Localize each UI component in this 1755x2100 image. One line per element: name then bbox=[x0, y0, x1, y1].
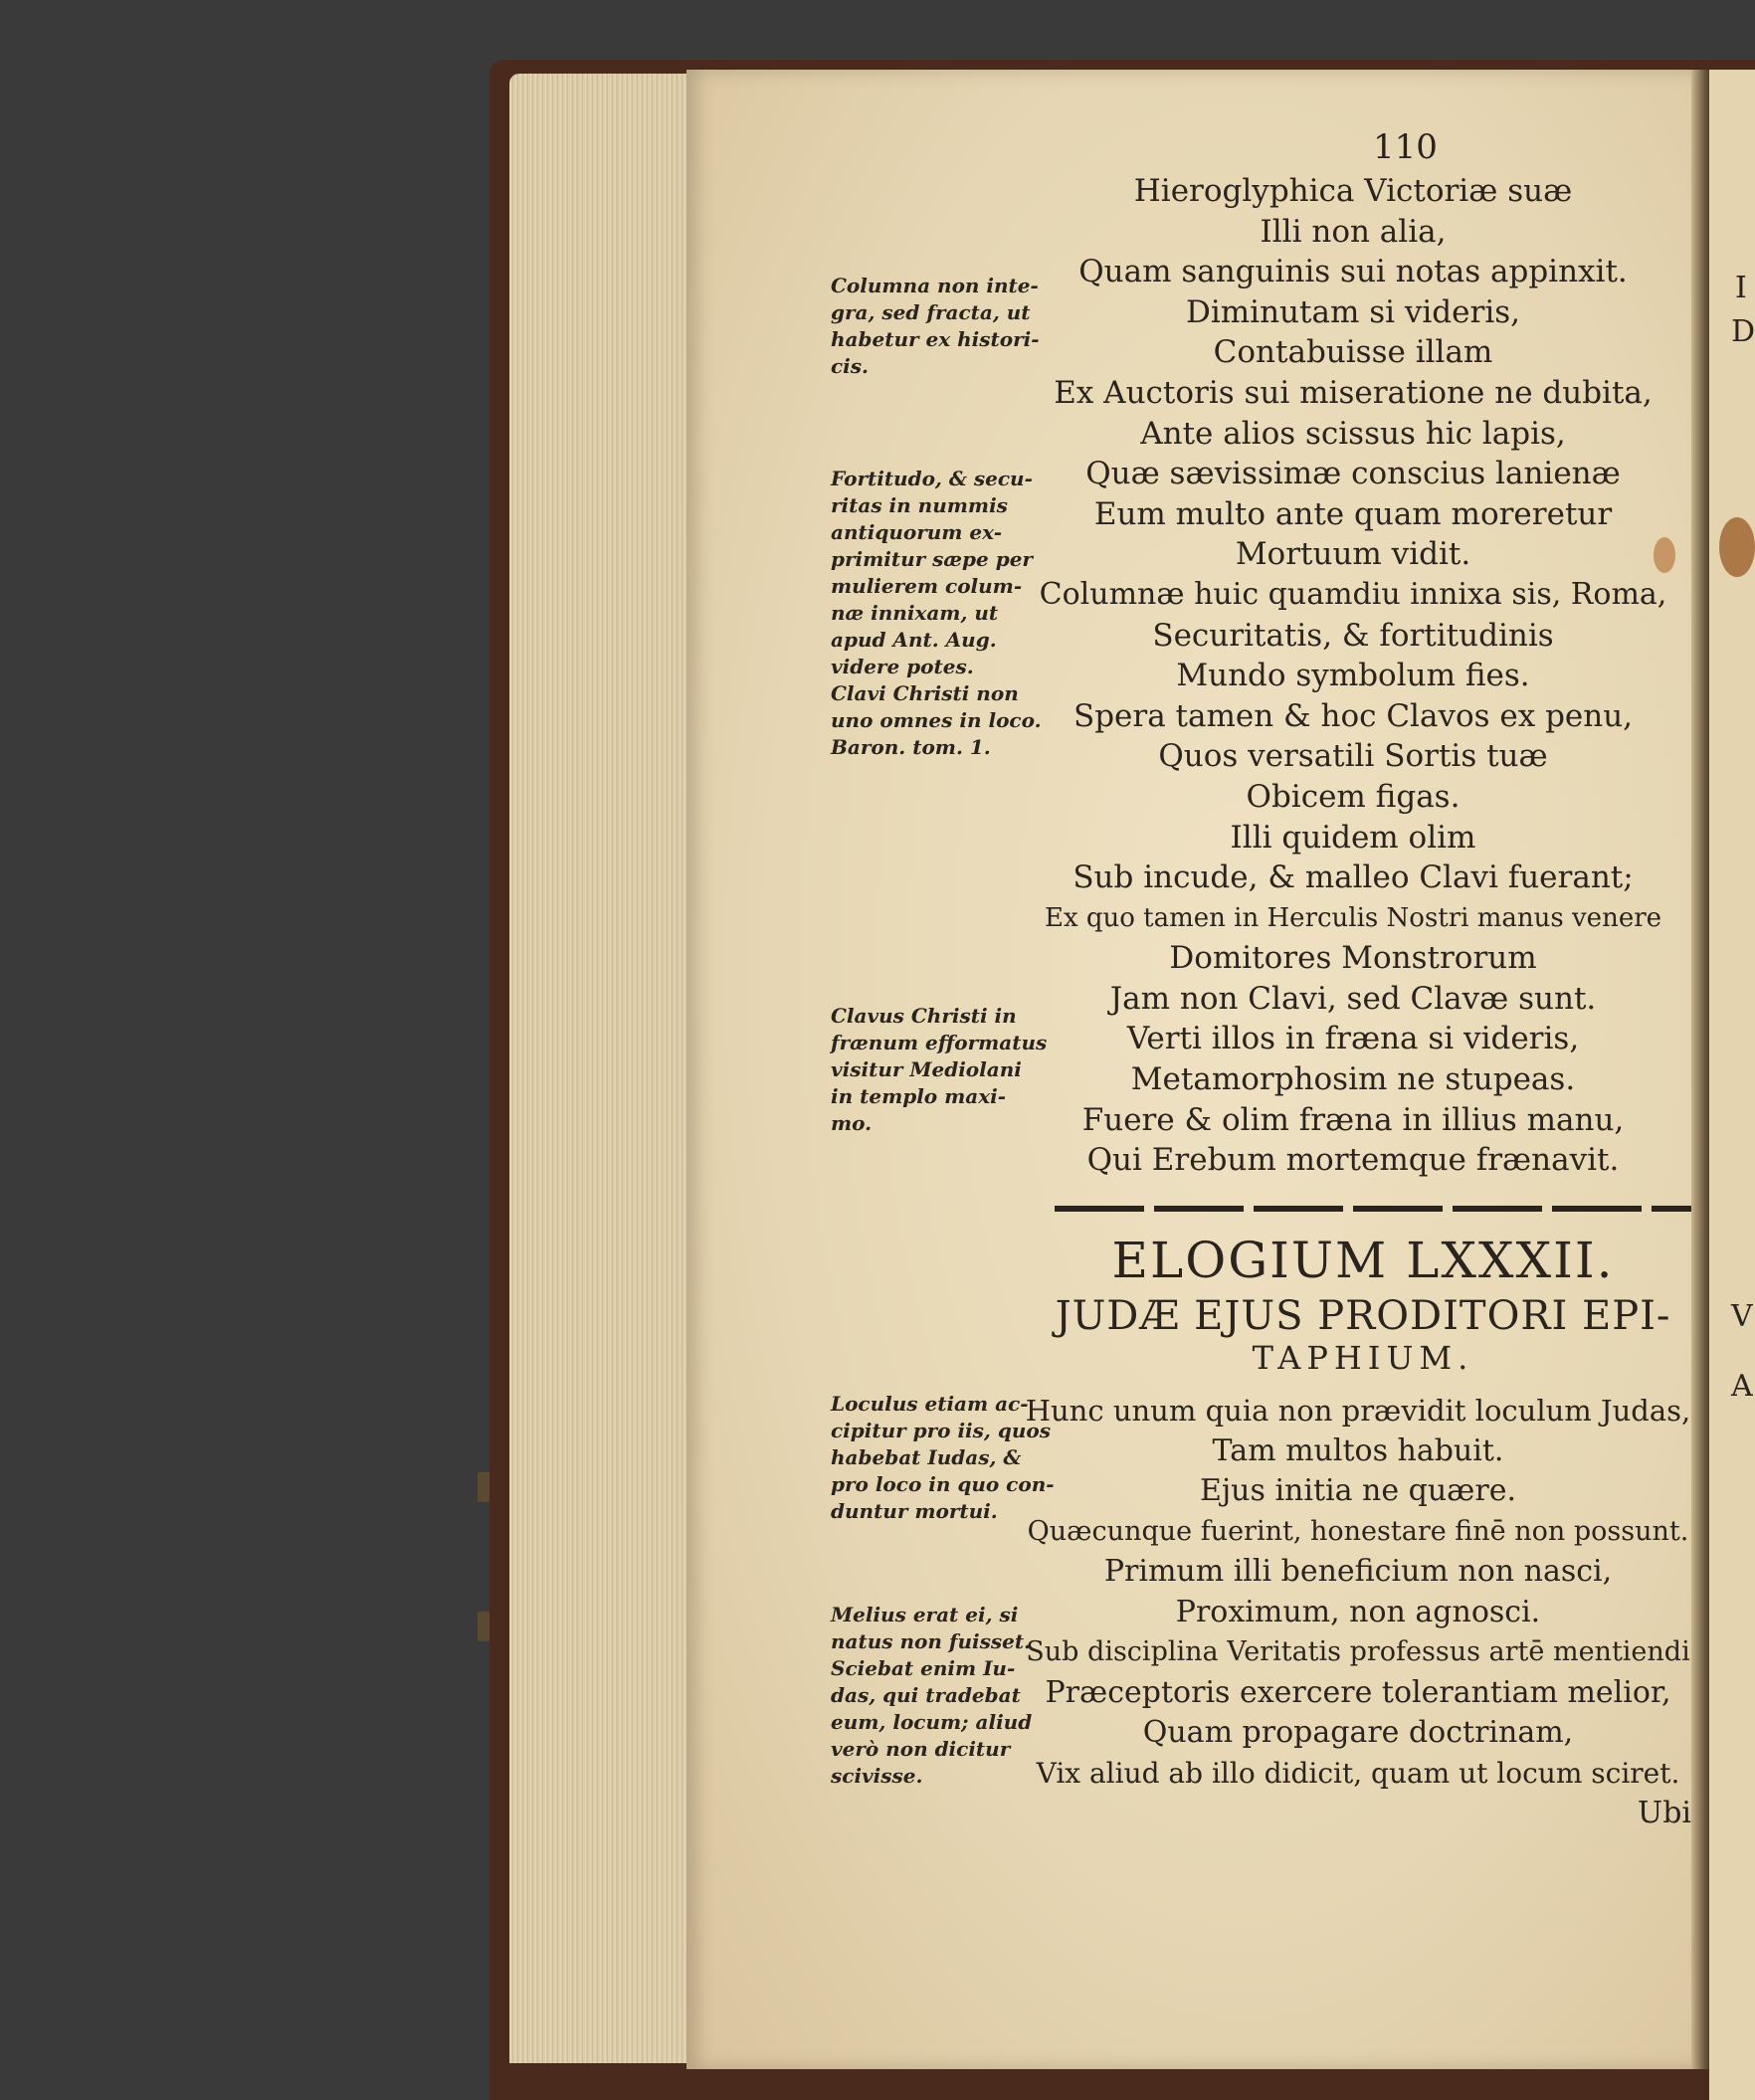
epitaph-block bbox=[1025, 1391, 1691, 1834]
poem-line: Jam non Clavi, sed Clavæ sunt. bbox=[1109, 980, 1597, 1017]
poem-line: Securitatis, & fortitudinis bbox=[1152, 617, 1554, 654]
note-line: das, qui tradebat bbox=[831, 1683, 1021, 1707]
poem-line: Illi quidem olim bbox=[1230, 819, 1476, 856]
epitaph-line: Sub disciplina Veritatis professus artē mentiendi bbox=[1026, 1636, 1690, 1667]
poem-line: Quos versatili Sortis tuæ bbox=[1158, 738, 1548, 775]
poem-line: Columnæ huic quamdiu innixa sis, Roma, bbox=[1039, 576, 1667, 612]
note-line: næ innixam, ut bbox=[831, 601, 999, 625]
epitaph-line: Præceptoris exercere tolerantiam melior, bbox=[1045, 1674, 1671, 1710]
poem-line: Domitores Monstrorum bbox=[1169, 940, 1537, 977]
elogium-subtitle-continued: TAPHIUM. bbox=[1252, 1339, 1474, 1377]
poem-line: Fuere & olim fræna in illius manu, bbox=[1081, 1101, 1625, 1138]
note-line: verò non dicitur bbox=[831, 1737, 1011, 1761]
poem-line: Diminutam si videris, bbox=[1186, 293, 1520, 330]
poem-line: Eum multo ante quam moreretur bbox=[1093, 495, 1613, 532]
note-line: antiquorum ex- bbox=[831, 520, 1003, 544]
note-line: mo. bbox=[831, 1111, 873, 1135]
poem-line: Mundo symbolum fies. bbox=[1176, 658, 1530, 694]
epitaph-line: Quam propagare doctrinam, bbox=[1142, 1715, 1574, 1750]
note-line: frænum efformatus bbox=[831, 1031, 1048, 1054]
poem-line: Qui Erebum mortemque frænavit. bbox=[1086, 1142, 1620, 1179]
note-line: Fortitudo, & secu- bbox=[831, 467, 1033, 490]
note-line: habetur ex histori- bbox=[831, 327, 1040, 351]
poem-line: Contabuisse illam bbox=[1213, 334, 1493, 371]
note-line: cipitur pro iis, quos bbox=[831, 1419, 1051, 1442]
epitaph-line: Quæcunque fuerint, honestare finē non possunt. bbox=[1027, 1515, 1689, 1547]
margin-note bbox=[831, 1003, 1060, 1137]
poem-line: Mortuum vidit. bbox=[1235, 536, 1471, 573]
poem-line: Obicem figas. bbox=[1246, 778, 1461, 815]
note-line: habebat Iudas, & bbox=[831, 1445, 1022, 1469]
note-line: primitur sæpe per bbox=[831, 547, 1033, 571]
section-divider bbox=[1055, 1206, 1691, 1212]
margin-note bbox=[831, 273, 1060, 380]
facing-page-letter: V bbox=[1731, 1299, 1753, 1334]
epitaph-line: Vix aliud ab illo didicit, quam ut locum sciret. bbox=[1036, 1756, 1680, 1790]
stain bbox=[1719, 517, 1755, 577]
note-line: Loculus etiam ac- bbox=[831, 1392, 1029, 1416]
note-line: apud Ant. Aug. bbox=[831, 628, 997, 652]
poem-line: Quam sanguinis sui notas appinxit. bbox=[1078, 254, 1628, 290]
facing-page bbox=[1709, 70, 1755, 2100]
poem-line: Sub incude, & malleo Clavi fuerant; bbox=[1072, 859, 1634, 896]
note-line: pro loco in quo con- bbox=[831, 1472, 1055, 1496]
page-edges bbox=[509, 74, 708, 2063]
note-line: eum, locum; aliud bbox=[831, 1710, 1033, 1734]
note-line: natus non fuisset. bbox=[831, 1629, 1032, 1653]
note-line: cis. bbox=[831, 354, 869, 378]
note-line: visitur Mediolani bbox=[831, 1057, 1022, 1081]
poem-line: Metamorphosim ne stupeas. bbox=[1130, 1061, 1576, 1098]
epitaph-line: Proximum, non agnosci. bbox=[1175, 1594, 1541, 1629]
poem-line: Verti illos in fræna si videris, bbox=[1126, 1021, 1580, 1057]
poem-block bbox=[1025, 171, 1681, 1181]
note-line: videre potes. bbox=[831, 655, 974, 678]
facing-page-letter: D bbox=[1731, 314, 1755, 349]
note-line: uno omnes in loco. bbox=[831, 708, 1042, 732]
note-line: in templo maxi- bbox=[831, 1084, 1007, 1108]
page-number: 110 bbox=[1373, 127, 1438, 167]
clasp bbox=[478, 1612, 489, 1641]
note-line: scivisse. bbox=[831, 1764, 923, 1788]
note-line: duntur mortui. bbox=[831, 1499, 998, 1523]
elogium-title: ELOGIUM LXXXII. bbox=[1111, 1232, 1615, 1289]
epitaph-line: Ubi bbox=[1637, 1796, 1691, 1830]
note-line: Columna non inte- bbox=[831, 274, 1039, 297]
note-line: ritas in nummis bbox=[831, 493, 1008, 517]
epitaph-line: Primum illi beneficium non nasci, bbox=[1103, 1554, 1613, 1589]
poem-line: Ante alios scissus hic lapis, bbox=[1140, 415, 1566, 452]
facing-page-letter: A bbox=[1731, 1369, 1753, 1404]
poem-line: Ex quo tamen in Herculis Nostri manus venere bbox=[1044, 902, 1662, 933]
poem-line: Ex Auctoris sui miseratione ne dubita, bbox=[1054, 374, 1653, 411]
margin-note bbox=[831, 466, 1060, 761]
note-line: Baron. tom. 1. bbox=[831, 735, 991, 759]
elogium-subtitle: JUDÆ EJUS PRODITORI EPI- bbox=[1055, 1293, 1671, 1339]
poem-line: Hieroglyphica Victoriæ suæ bbox=[1133, 173, 1573, 209]
epitaph-line: Hunc unum quia non prævidit loculum Judas, bbox=[1025, 1394, 1691, 1428]
poem-line: Quæ sævissimæ conscius lanienæ bbox=[1085, 456, 1621, 492]
note-line: Melius erat ei, si bbox=[831, 1603, 1019, 1626]
note-line: Clavi Christi non bbox=[831, 681, 1019, 705]
note-line: mulierem colum- bbox=[831, 574, 1023, 598]
facing-page-letter: I bbox=[1735, 271, 1747, 305]
note-line: gra, sed fracta, ut bbox=[831, 300, 1031, 324]
epitaph-line: Tam multos habuit. bbox=[1212, 1432, 1504, 1468]
epitaph-line: Ejus initia ne quære. bbox=[1199, 1473, 1516, 1508]
poem-line: Spera tamen & hoc Clavos ex penu, bbox=[1072, 697, 1634, 734]
clasp bbox=[478, 1472, 489, 1502]
note-line: Clavus Christi in bbox=[831, 1004, 1017, 1028]
poem-line: Illi non alia, bbox=[1260, 213, 1447, 250]
note-line: Sciebat enim Iu- bbox=[831, 1656, 1016, 1680]
